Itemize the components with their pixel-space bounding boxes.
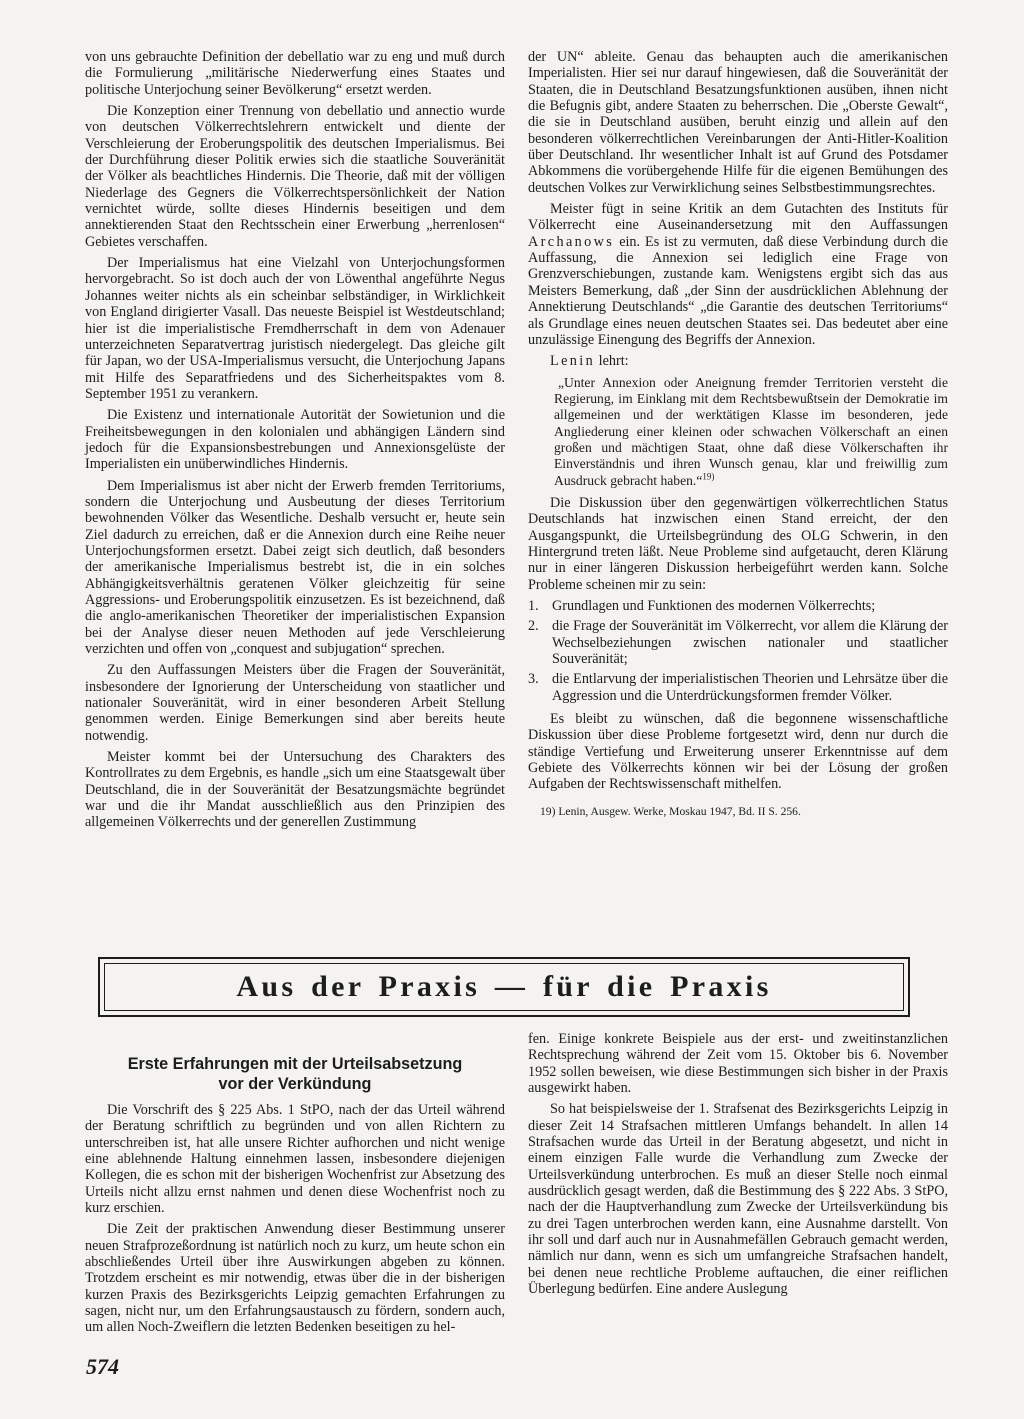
paragraph: Der Imperialismus hat eine Vielzahl von Unterjochungsformen hervorgebracht. So ist doch auch der von Löwenthal angeführte Negus Johannes weiter nichts als ein scheinbar selbständiger, in Wirklichkeit von England dirigierter Vasall. Das neueste Beispiel ist Westdeutschland; hier ist die imperialistische Fremdherrschaft in dem von Adenauer unterzeichneten Separatvertrag juristisch niedergelegt. Das gleiche gilt für Japan, wo der USA-Imperialismus versucht, die Unterjochung Japans mit Hilfe des Separatfriedens und des Sicherheitspaktes vom 8. September 1951 zu verankern. xyxy=(85,255,505,402)
problem-list xyxy=(528,598,948,704)
article-title-line: Erste Erfahrungen mit der Urteilsabsetzung xyxy=(127,1055,463,1073)
article-left-column xyxy=(85,1054,505,1341)
list-item xyxy=(528,598,948,614)
top-right-column xyxy=(528,49,948,819)
section-banner-inner-frame xyxy=(104,963,904,1011)
list-item xyxy=(528,671,948,704)
paragraph: Es bleibt zu wünschen, daß die begonnene wissenschaftliche Diskussion über diese Probleme fortgesetzt wird, denn nur durch die ständige Vertiefung und Erweiterung unserer Erkenntnisse auf dem Gebiete des Völkerrechts können wir bei der Lösung der großen Aufgaben der Rechtswissenschaft mithelfen. xyxy=(528,711,948,793)
list-text: Grundlagen und Funktionen des modernen Völkerrechts; xyxy=(552,598,876,614)
lenin-quote xyxy=(554,375,948,489)
paragraph: Die Konzeption einer Trennung von debellatio und annectio wurde von deutschen Völkerrechtslehrern entwickelt und diente der Verschleierung der Eroberungspolitik des deutschen Imperialismus. Bei der Durchführung dieser Politik erwies sich die staatliche Souveränität der Völker als beachtliches Hindernis. Die Theorie, daß mit der völligen Niederlage des Gegners die Völkerrechtspersönlichkeit der Nation vernichtet würde, sollte dieses Hindernis beseitigen und dem annektierenden Staat den Rechtsschein einer Erwerbung „herrenlosen“ Gebietes verschaffen. xyxy=(85,103,505,250)
paragraph: der UN“ ableite. Genau das behaupten auch die amerikanischen Imperialisten. Hier sei nur darauf hingewiesen, daß die Souveränität der Staaten, die in Deutschland Besatzungsfunktionen ausüben, ihnen nicht die Befugnis gibt, andere Staaten zu beherrschen. Die „Oberste Gewalt“, die sie in Deutschland ausüben, beruht einzig und allein auf den besonderen völkerrechtlichen Vereinbarungen der Anti-Hitler-Koalition über Deutschland. Ihr wesentlicher Inhalt ist auf Grund des Potsdamer Abkommens die vorübergehende Hilfe für die eigenen Bemühungen des deutschen Volkes zur Verwirklichung seines Selbstbestimmungsrechtes. xyxy=(528,49,948,196)
footnote-reference: 19) xyxy=(702,471,715,482)
article-title-line: vor der Verkündung xyxy=(218,1075,372,1093)
paragraph: fen. Einige konkrete Beispiele aus der erst- und zweitinstanzlichen Rechtsprechung während der Zeit vom 15. Oktober bis 6. November 1952 sollen beweisen, wie diese Bestimmungen sich bisher in der Praxis ausgewirkt haben. xyxy=(528,1031,948,1097)
list-number: 3. xyxy=(528,671,539,688)
quote-text xyxy=(554,375,948,489)
footnote: 19) Lenin, Ausgew. Werke, Moskau 1947, Bd. II S. 256. xyxy=(540,804,801,818)
paragraph: Die Diskussion über den gegenwärtigen völkerrechtlichen Status Deutschlands hat inzwischen einen Stand erreicht, der den Ausgangspunkt, die Urteilsbegründung des OLG Schwerin, in den Hintergrund treten läßt. Neue Probleme sind aufgetaucht, deren Klärung nur in einer längeren Diskussion herbeigeführt werden kann. Solche Probleme scheinen mir zu sein: xyxy=(528,494,948,593)
list-number: 1. xyxy=(528,598,539,614)
paragraph: Die Existenz und internationale Autorität der Sowietunion und die Freiheitsbewegungen in den kolonialen und abhängigen Ländern sind jedoch für die Expansionsbestrebungen und Annexionsgelüste der Imperialisten ein unüberwindliches Hindernis. xyxy=(85,407,505,473)
spaced-name-lenin: Lenin xyxy=(550,353,596,370)
list-text: die Entlarvung der imperialistischen Theorien und Lehrsätze über die Aggression und die Unterdrückungsformen fremder Völker. xyxy=(552,671,948,704)
list-text: die Frage der Souveränität im Völkerrecht, vor allem die Klärung der Wechselbeziehungen zwischen nationaler und staatlicher Souveränität; xyxy=(552,618,948,668)
paragraph: Dem Imperialismus ist aber nicht der Erwerb fremden Territoriums, sondern die Unterjochung und Ausbeutung der dieses Territorium bewohnenden Völker das Wesentliche. Deshalb versucht er, heute sein Ziel dadurch zu erreichen, daß er die Annexion durch eine Reihe neuer Unterjochungsformen ersetzt. Dabei zeigt sich deutlich, daß besonders der amerikanische Imperialismus bestrebt ist, die in ein solches Abhängigkeitsverhältnis geratenen Völker gleichzeitig für seine Aggressions- und Eroberungspolitik einzusetzen. Es ist bezeichnend, daß die anglo-amerikanischen Theoretiker der imperialistischen Expansion bei der Analyse dieser neuen Methoden auf jede Verschleierung verzichten und offen von „conquest and subjugation“ sprechen. xyxy=(85,477,505,658)
paragraph: Die Vorschrift des § 225 Abs. 1 StPO, nach der das Urteil während der Beratung schriftlich zu begründen und von allen Richtern zu unterschreiben ist, hat alle unsere Richter aufhorchen und nicht wenige eine ablehnende Haltung einnehmen lassen, insbesondere diejenigen Kollegen, die es schon mit der bisherigen Wochenfrist zur Absetzung des Urteils nicht allzu ernst nahmen und denen diese Wochenfrist noch zu kurz erschien. xyxy=(85,1102,505,1217)
section-banner xyxy=(98,957,910,1017)
top-left-column xyxy=(85,49,505,836)
paragraph: Die Zeit der praktischen Anwendung dieser Bestimmung unserer neuen Strafprozeßordnung ist natürlich noch zu kurz, um heute schon ein abschließendes Urteil über ihre Auswirkungen abgeben zu können. Trotzdem erscheint es mir notwendig, etwas über die in der bisherigen kurzen Praxis des Bezirksgerichts Leipzig gemachten Erfahrungen zu sagen, nicht nur, um den Erfahrungsaustausch zu fördern, sondern auch, um allen Noch-Zweiflern die letzten Bedenken beseitigen zu hel- xyxy=(85,1221,505,1336)
list-number: 2. xyxy=(528,618,539,635)
list-item xyxy=(528,618,948,667)
quote-body: „Unter Annexion oder Aneignung fremder Territorien versteht die Regierung, im Einklang mit dem Rechtsbewußtsein der Demokratie im allgemeinen und der werktätigen Klasse im besonderen, jede Angliederung einer kleinen oder schwachen Völkerschaft an einen großen und mächtigen Staat, ohne daß diese Völkerschaften ihr Einverständnis und ihren Wunsch genau, klar und freiwillig zum Ausdruck gebracht haben.“ xyxy=(554,374,948,488)
paragraph-text: ein. Es ist zu vermuten, daß diese Verbindung durch die Auffassung, die Annexion sei lediglich eine Frage von Grenzverschiebungen, zustande kam. Wenigstens ergibt sich das aus Meisters Bemerkung, daß „der Sinn der ausdrücklichen Ablehnung der Annektierung Deutschlands“ „die Garantie des deutschen Territoriums“ als Grundlage eines neuen deutschen Staates sei. Das bedeutet aber eine unzulässige Einengung des Begriffs der Annexion. xyxy=(528,233,949,348)
paragraph-text: Meister fügt in seine Kritik an dem Gutachten des Instituts für Völkerrecht eine Auseinandersetzung mit den Auffassungen xyxy=(528,201,948,234)
paragraph: Zu den Auffassungen Meisters über die Fragen der Souveränität, insbesondere der Ignorierung der Unterscheidung von staatlicher und nationaler Souveränität, wird in einer besonderen Arbeit Stellung genommen werden. Einige Bemerkungen sind aber bereits heute notwendig. xyxy=(85,662,505,744)
section-banner-title: Aus der Praxis — für die Praxis xyxy=(236,970,772,1003)
spaced-name-archanow: Archanows xyxy=(528,233,615,250)
paragraph: Meister kommt bei der Untersuchung des Charakters des Kontrollrates zu dem Ergebnis, es handle „sich um eine Staatsgewalt über Deutschland, die in der Souveränität der Besatzungsmächte begründet war und die ihr Mandat ausschließlich aus den Prinzipien des allgemeinen Völkerrechts und der generellen Zustimmung xyxy=(85,749,505,831)
article-title xyxy=(85,1054,505,1094)
article-right-column xyxy=(528,1031,948,1303)
paragraph: von uns gebrauchte Definition der debellatio war zu eng und muß durch die Formulierung „militärische Niederwerfung eines Staates und politische Unterjochung seiner Bevölkerung“ ersetzt werden. xyxy=(85,49,505,98)
paragraph-text: lehrt: xyxy=(598,353,629,370)
page-number: 574 xyxy=(86,1354,119,1379)
paragraph xyxy=(528,201,948,348)
paragraph: So hat beispielsweise der 1. Strafsenat des Bezirksgerichts Leipzig in dieser Zeit 14 Strafsachen mittleren Umfangs behandelt. In allen 14 Strafsachen wurde das Urteil in der Beratung abgesetzt, und nicht in einem einzigen Falle wurde die Verhandlung zum Zwecke der Urteilsverkündung unterbrochen. Es muß an dieser Stelle noch einmal ausdrücklich gesagt werden, daß die Bestimmung des § 222 Abs. 3 StPO, nach der die Hauptverhandlung zum Zwecke der Urteilsverkündung bis zu drei Tagen unterbrochen werden kann, eine Ausnahme darstellt. Von ihr soll und darf auch nur in Ausnahmefällen Gebrauch gemacht werden, nämlich nur dann, wenn es sich um umfangreiche Strafsachen handelt, bei denen neue rechtliche Probleme auftauchen, die einer reiflichen Überlegung bedürfen. Eine andere Auslegung xyxy=(528,1101,948,1298)
lenin-intro xyxy=(528,353,948,369)
